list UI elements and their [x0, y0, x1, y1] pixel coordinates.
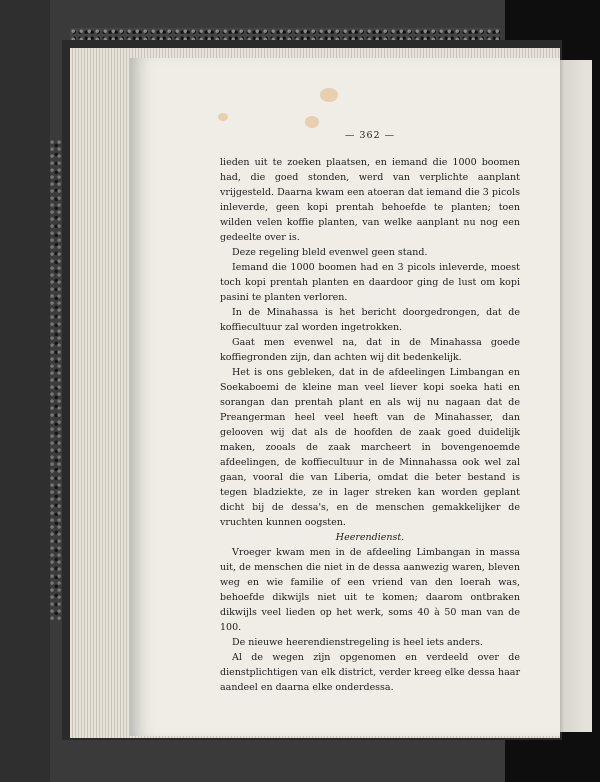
paragraph: Gaat men evenwel na, dat in de Minahassa goede koffiegronden zijn, dan achten wij dit bedenkelijk.: [220, 337, 520, 363]
paragraph: In de Minahassa is het bericht doorgedrongen, dat de koffiecultuur zal worden ingetrokken.: [220, 307, 520, 333]
paragraph: Iemand die 1000 boomen had en 3 picols inleverde, moest toch kopi prentah planten en daardoor ging de lust om kopi pasini te planten verloren.: [220, 262, 520, 303]
paragraph: Deze regeling bleld evenwel geen stand.: [232, 247, 428, 258]
facing-page-edge: [556, 60, 592, 732]
paragraph: lieden uit te zoeken plaatsen, en iemand die 1000 boomen had, die goed stonden, werd van verplichte aanplant vrijgesteld. Daarna kwam een atoeran dat iemand die 3 picols inleverde, geen kopi prentah behoefde te planten; toen wilden velen koffie planten, van welke aanplant nu nog een gedeelte over is.: [220, 157, 520, 243]
foxing-stain: [305, 116, 319, 128]
scanner-background-left: [0, 0, 50, 782]
book-page: [130, 58, 560, 736]
paragraph: Al de wegen zijn opgenomen en verdeeld over de dienstplichtigen van elk district, verder kreeg elke dessa haar aandeel en daarna elke onderdessa.: [220, 652, 520, 693]
foxing-stain: [320, 88, 338, 102]
text-body: [220, 155, 520, 695]
page-number: — 362 —: [344, 130, 396, 141]
section-heading: Heerendienst.: [335, 532, 405, 543]
paragraph: Het is ons gebleken, dat in de afdeelingen Limbangan en Soekaboemi de kleine man veel liever kopi soeka hati en sorangan dan prentah plant en als wij nu nagaan dat de Preangerman heel veel heeft van de Minahasser, dan gelooven wij dat als de hoofden de zaak goed duidelijk maken, zooals de zaak marcheert in bovengenoemde afdeelingen, de koffiecultuur in de Minnahassa ook wel zal gaan, vooral die van Liberia, omdat die beter bestand is tegen bladziekte, ze in lager streken kan worden geplant dicht bij de dessa's, en de menschen gemakkelijker de vruchten kunnen oogsten.: [220, 367, 520, 528]
page-content: [220, 128, 520, 695]
foxing-stain: [218, 113, 228, 121]
paragraph: De nieuwe heerendienstregeling is heel iets anders.: [232, 637, 483, 648]
paragraph: Vroeger kwam men in de afdeeling Limbangan in massa uit, de menschen die niet in de dessa aanwezig waren, bleven weg en wie familie of een vriend van den loerah was, behoefde dikwijls niet uit te komen; daarom ontbraken dikwijls veel lieden op het werk, soms 40 à 50 man van de 100.: [220, 547, 520, 633]
